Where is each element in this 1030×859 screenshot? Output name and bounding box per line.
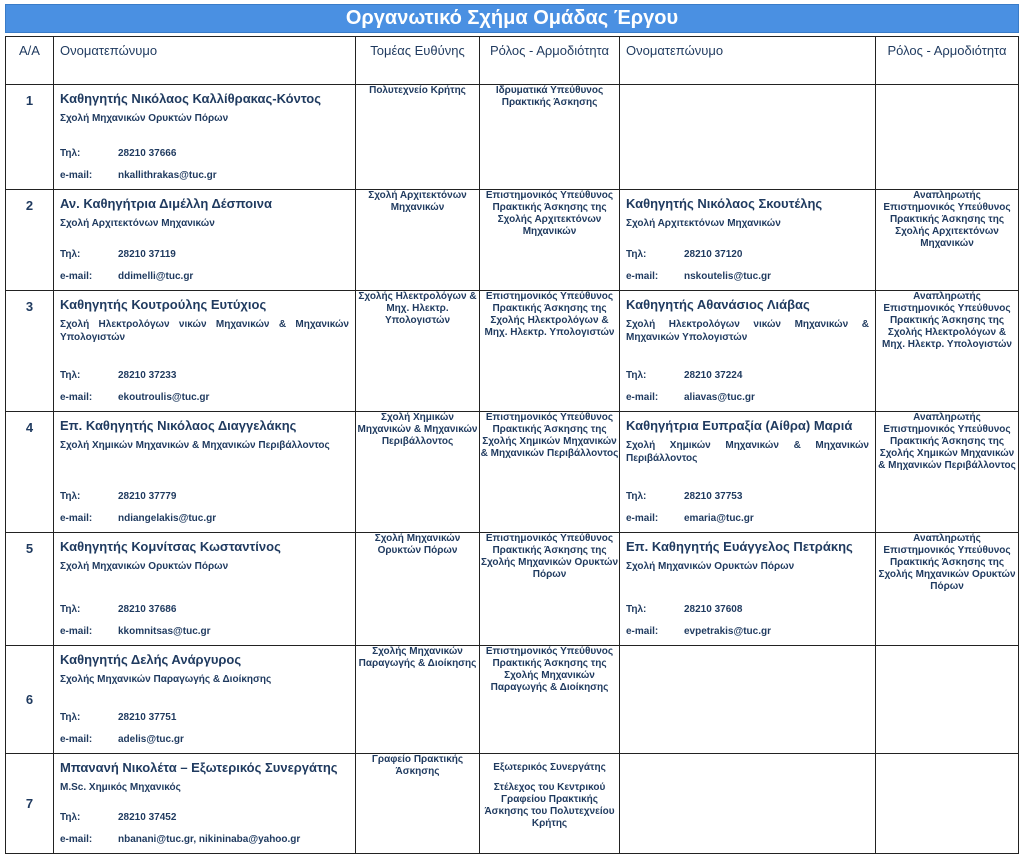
- email-value[interactable]: nbanani@tuc.gr, nikininaba@yahoo.gr: [118, 834, 301, 845]
- email-value[interactable]: ndiangelakis@tuc.gr: [118, 513, 217, 524]
- phone-label: Τηλ:: [626, 370, 647, 381]
- email-line: [60, 626, 211, 637]
- phone-value: 28210 37779: [118, 491, 177, 502]
- person-name: Καθηγητής Νικόλαος Καλλίθρακας-Κόντος: [60, 91, 321, 106]
- sector-cell: Σχολή Αρχιτεκτόνων Μηχανικών: [356, 190, 480, 291]
- row-number: 7: [6, 754, 54, 854]
- person-school: Σχολή Χημικών Μηχανικών & Μηχανικών Περιβάλλοντος: [60, 440, 330, 451]
- phone-line: [60, 712, 176, 723]
- deputy-person-cell: [620, 85, 876, 190]
- row-number: 3: [6, 291, 54, 412]
- email-label: e-mail:: [626, 626, 659, 637]
- row-number: 6: [6, 646, 54, 754]
- email-label: e-mail:: [60, 170, 93, 181]
- email-line: [626, 392, 755, 403]
- phone-value: 28210 37224: [684, 370, 743, 381]
- table-row: [6, 646, 1019, 754]
- phone-line: [626, 249, 742, 260]
- deputy-role-cell: [876, 646, 1019, 754]
- email-label: e-mail:: [60, 513, 93, 524]
- row-number: 1: [6, 85, 54, 190]
- page-title: Οργανωτικό Σχήμα Ομάδας Έργου: [5, 4, 1019, 33]
- phone-label: Τηλ:: [626, 249, 647, 260]
- row-number: 4: [6, 412, 54, 533]
- role-cell: Ιδρυματικά Υπεύθυνος Πρακτικής Άσκησης: [480, 85, 620, 190]
- phone-line: [626, 491, 742, 502]
- person-name: Αν. Καθηγήτρια Διμέλλη Δέσποινα: [60, 196, 272, 211]
- phone-line: [626, 370, 742, 381]
- header-name-1: Ονοματεπώνυμο: [54, 37, 356, 85]
- phone-value: 28210 37120: [684, 249, 743, 260]
- role-cell: [480, 754, 620, 854]
- email-line: [626, 626, 771, 637]
- email-line: [60, 734, 184, 745]
- primary-person-cell: [54, 190, 356, 291]
- phone-label: Τηλ:: [60, 249, 81, 260]
- deputy-person-cell: [620, 754, 876, 854]
- role-description: Στέλεχος του Κεντρικού Γραφείου Πρακτικής Άσκησης του Πολυτεχνείου Κρήτης: [484, 782, 615, 829]
- person-school: Σχολή Μηχανικών Ορυκτών Πόρων: [60, 561, 229, 572]
- header-name-2: Ονοματεπώνυμο: [620, 37, 876, 85]
- table-row: [6, 85, 1019, 190]
- deputy-role-cell: Αναπληρωτής Επιστημονικός Υπεύθυνος Πρακτικής Άσκησης της Σχολής Ηλεκτρολόγων & Μηχ. Ηλεκτρ. Υπολογιστών: [876, 291, 1019, 412]
- person-name: Επ. Καθηγητής Ευάγγελος Πετράκης: [626, 539, 853, 554]
- person-name: Καθηγήτρια Ευπραξία (Αίθρα) Μαριά: [626, 418, 853, 433]
- sector-cell: Σχολή Μηχανικών Ορυκτών Πόρων: [356, 533, 480, 646]
- table-row: [6, 412, 1019, 533]
- phone-label: Τηλ:: [60, 604, 81, 615]
- email-line: [60, 271, 193, 282]
- header-aa: Α/Α: [6, 37, 54, 85]
- phone-label: Τηλ:: [60, 712, 81, 723]
- phone-value: 28210 37751: [118, 712, 177, 723]
- person-name: Καθηγητής Νικόλαος Σκουτέλης: [626, 196, 823, 211]
- table-row: [6, 533, 1019, 646]
- primary-person-cell: [54, 646, 356, 754]
- deputy-person-cell: [620, 190, 876, 291]
- person-school: Σχολή Μηχανικών Ορυκτών Πόρων: [626, 561, 795, 572]
- person-name: Καθηγητής Κομνίτσας Κωσταντίνος: [60, 539, 281, 554]
- email-value[interactable]: kkomnitsas@tuc.gr: [118, 626, 211, 637]
- primary-person-cell: [54, 412, 356, 533]
- header-role-2: Ρόλος - Αρμοδιότητα: [876, 37, 1019, 85]
- phone-line: [60, 148, 176, 159]
- email-value[interactable]: emaria@tuc.gr: [684, 513, 754, 524]
- email-line: [60, 513, 216, 524]
- email-label: e-mail:: [626, 392, 659, 403]
- sector-cell: Σχολής Ηλεκτρολόγων & Μηχ. Ηλεκτρ. Υπολογιστών: [356, 291, 480, 412]
- email-label: e-mail:: [626, 513, 659, 524]
- email-line: [60, 170, 217, 181]
- header-sector: Τομέας Ευθύνης: [356, 37, 480, 85]
- person-school: Σχολή Μηχανικών Ορυκτών Πόρων: [60, 113, 229, 124]
- primary-person-cell: [54, 754, 356, 854]
- header-row: [6, 37, 1019, 85]
- phone-value: 28210 37686: [118, 604, 177, 615]
- email-value[interactable]: ekoutroulis@tuc.gr: [118, 392, 210, 403]
- team-table: [5, 36, 1019, 854]
- person-name: Καθηγητής Κουτρούλης Ευτύχιος: [60, 297, 267, 312]
- phone-line: [60, 491, 176, 502]
- phone-line: [60, 604, 176, 615]
- phone-value: 28210 37119: [118, 249, 176, 260]
- person-name: Καθηγητής Δελής Ανάργυρος: [60, 652, 242, 667]
- person-school: Σχολή Αρχιτεκτόνων Μηχανικών: [626, 218, 781, 229]
- email-value[interactable]: adelis@tuc.gr: [118, 734, 184, 745]
- role-title: Εξωτερικός Συνεργάτης: [493, 762, 606, 773]
- deputy-role-cell: [876, 85, 1019, 190]
- email-label: e-mail:: [60, 392, 93, 403]
- email-line: [60, 392, 209, 403]
- primary-person-cell: [54, 291, 356, 412]
- phone-value: 28210 37452: [118, 812, 177, 823]
- sector-cell: Σχολής Μηχανικών Παραγωγής & Διοίκησης: [356, 646, 480, 754]
- deputy-person-cell: [620, 533, 876, 646]
- sector-cell: Σχολή Χημικών Μηχανικών & Μηχανικών Περιβάλλοντος: [356, 412, 480, 533]
- email-value[interactable]: aliavas@tuc.gr: [684, 392, 755, 403]
- primary-person-cell: [54, 85, 356, 190]
- phone-line: [60, 370, 176, 381]
- phone-label: Τηλ:: [60, 148, 81, 159]
- email-label: e-mail:: [60, 734, 93, 745]
- deputy-person-cell: [620, 412, 876, 533]
- person-school: Σχολής Μηχανικών Παραγωγής & Διοίκησης: [60, 674, 272, 685]
- role-cell: Επιστημονικός Υπεύθυνος Πρακτικής Άσκησης της Σχολής Ηλεκτρολόγων & Μηχ. Ηλεκτρ. Υπολογιστών: [480, 291, 620, 412]
- primary-person-cell: [54, 533, 356, 646]
- sector-cell: Γραφείο Πρακτικής Άσκησης: [356, 754, 480, 854]
- phone-label: Τηλ:: [60, 370, 81, 381]
- person-name: Μπανανή Νικολέτα – Εξωτερικός Συνεργάτης: [60, 760, 338, 775]
- person-school: Σχολή Αρχιτεκτόνων Μηχανικών: [60, 218, 215, 229]
- header-role-1: Ρόλος - Αρμοδιότητα: [480, 37, 620, 85]
- email-line: [626, 513, 754, 524]
- phone-label: Τηλ:: [626, 604, 647, 615]
- sector-cell: Πολυτεχνείο Κρήτης: [356, 85, 480, 190]
- person-school: Σχολή Χημικών Μηχανικών & Μηχανικών Περιβάλλοντος: [626, 440, 869, 464]
- phone-label: Τηλ:: [60, 491, 81, 502]
- phone-line: [626, 604, 742, 615]
- role-cell: Επιστημονικός Υπεύθυνος Πρακτικής Άσκησης της Σχολής Χημικών Μηχανικών & Μηχανικών Περιβάλλοντος: [480, 412, 620, 533]
- deputy-role-cell: Αναπληρωτής Επιστημονικός Υπεύθυνος Πρακτικής Άσκησης της Σχολής Χημικών Μηχανικών & Μηχανικών Περιβάλλοντος: [876, 412, 1019, 533]
- deputy-role-cell: [876, 754, 1019, 854]
- phone-value: 28210 37608: [684, 604, 743, 615]
- table-row: [6, 291, 1019, 412]
- table-row: [6, 754, 1019, 854]
- email-value[interactable]: evpetrakis@tuc.gr: [684, 626, 772, 637]
- person-name: Καθηγητής Αθανάσιος Λιάβας: [626, 297, 810, 312]
- email-value[interactable]: nskoutelis@tuc.gr: [684, 271, 771, 282]
- deputy-person-cell: [620, 646, 876, 754]
- email-label: e-mail:: [626, 271, 659, 282]
- row-number: 5: [6, 533, 54, 646]
- phone-value: 28210 37753: [684, 491, 743, 502]
- deputy-role-cell: Αναπληρωτής Επιστημονικός Υπεύθυνος Πρακτικής Άσκησης της Σχολής Μηχανικών Ορυκτών Πόρων: [876, 533, 1019, 646]
- table-row: [6, 190, 1019, 291]
- phone-value: 28210 37666: [118, 148, 177, 159]
- email-label: e-mail:: [60, 626, 93, 637]
- person-school: M.Sc. Χημικός Μηχανικός: [60, 782, 181, 793]
- deputy-role-cell: Αναπληρωτής Επιστημονικός Υπεύθυνος Πρακτικής Άσκησης της Σχολής Αρχιτεκτόνων Μηχανικών: [876, 190, 1019, 291]
- phone-line: [60, 812, 176, 823]
- role-cell: Επιστημονικός Υπεύθυνος Πρακτικής Άσκησης της Σχολής Μηχανικών Ορυκτών Πόρων: [480, 533, 620, 646]
- email-label: e-mail:: [60, 834, 93, 845]
- deputy-person-cell: [620, 291, 876, 412]
- person-name: Επ. Καθηγητής Νικόλαος Διαγγελάκης: [60, 418, 297, 433]
- phone-value: 28210 37233: [118, 370, 177, 381]
- phone-label: Τηλ:: [626, 491, 647, 502]
- role-cell: Επιστημονικός Υπεύθυνος Πρακτικής Άσκησης της Σχολής Αρχιτεκτόνων Μηχανικών: [480, 190, 620, 291]
- role-cell: Επιστημονικός Υπεύθυνος Πρακτικής Άσκησης της Σχολής Μηχανικών Παραγωγής & Διοίκησης: [480, 646, 620, 754]
- email-label: e-mail:: [60, 271, 93, 282]
- email-value[interactable]: ddimelli@tuc.gr: [118, 271, 194, 282]
- email-line: [626, 271, 771, 282]
- phone-label: Τηλ:: [60, 812, 81, 823]
- email-line: [60, 834, 300, 845]
- email-value[interactable]: nkallithrakas@tuc.gr: [118, 170, 217, 181]
- phone-line: [60, 249, 176, 260]
- person-school: Σχολή Ηλεκτρολόγων νικών Μηχανικών & Μηχανικών Υπολογιστών: [626, 319, 869, 343]
- person-school: Σχολή Ηλεκτρολόγων νικών Μηχανικών & Μηχανικών Υπολογιστών: [60, 319, 349, 343]
- row-number: 2: [6, 190, 54, 291]
